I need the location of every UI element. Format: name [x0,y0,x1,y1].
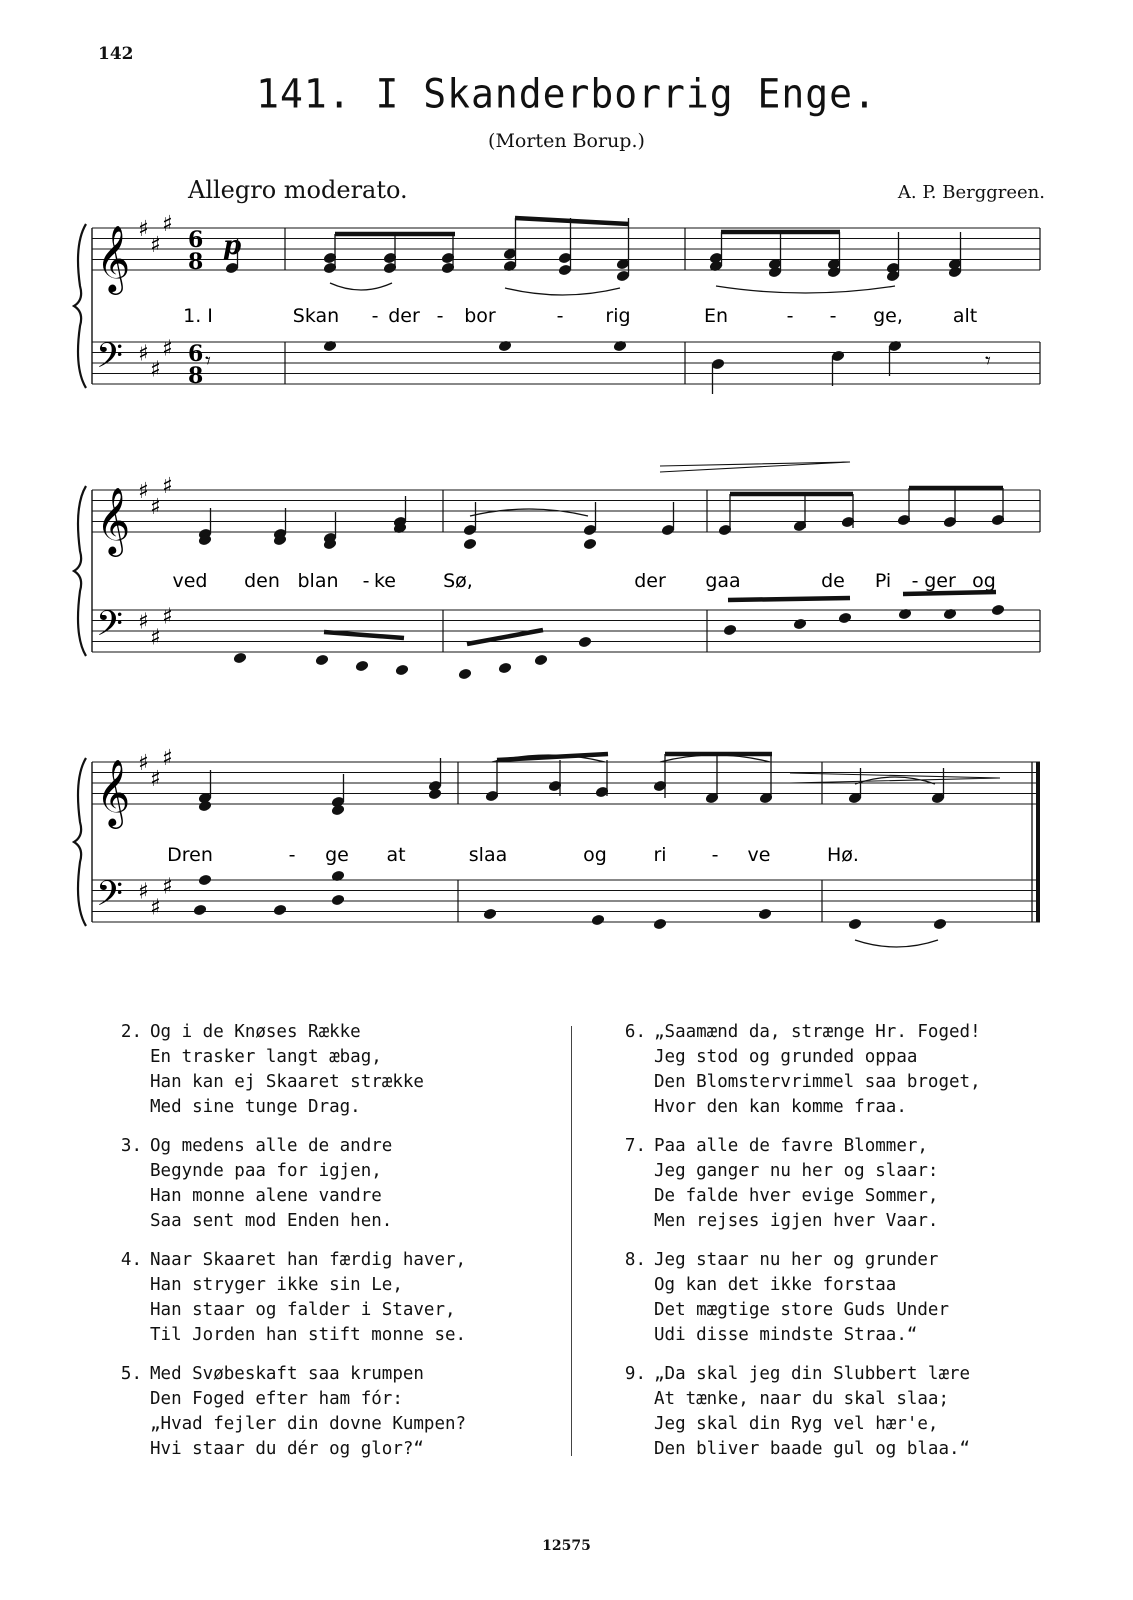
slur [855,940,938,947]
lyric-syllable: Sø, [443,570,473,592]
lyric-syllable: at [386,844,406,866]
note-head [355,660,370,673]
treble-clef: 𝄞 [96,224,131,292]
verse-line: Han staar og falder i Staver, [150,1300,456,1320]
verse-stanza [108,1248,466,1348]
verse-line: Og kan det ikke forstaa [654,1275,897,1295]
sharp-sign: ♯ [150,357,161,383]
lyric-syllable: slaa [468,844,508,866]
score-systems [74,212,1040,947]
verse-line: Han kan ej Skaaret strække [150,1072,424,1092]
note-head [198,874,213,887]
lyric-syllable: alt [952,305,978,327]
lyric-syllable: ve [747,844,771,866]
lyric-syllable: Skan [292,305,340,327]
lyric-syllable: ge, [873,305,903,327]
verse-stanza [612,1134,981,1234]
verse-line: Til Jorden han stift monne se. [150,1325,467,1345]
note-head [498,662,513,675]
lyric-syllable: ved [172,570,208,592]
verse-line: Saa sent mod Enden hen. [150,1211,393,1231]
slur [716,286,895,293]
lyric-syllable: den [244,570,280,592]
sharp-sign: ♯ [150,895,161,921]
verse-stanza [612,1020,981,1120]
verse-number: 8. [624,1250,646,1270]
verse-line: Han monne alene vandre [150,1186,382,1206]
page-number: 142 [98,44,134,64]
note-beam [515,218,629,224]
lyric-syllable: ge [325,844,349,866]
lyric-syllable: - [371,305,379,327]
sharp-sign: ♯ [138,751,149,776]
sharp-sign: ♯ [138,879,149,905]
verse-stanza [108,1362,466,1462]
slur [505,288,620,295]
bass-clef: 𝄢 [96,603,124,652]
lyric-syllable: ke [373,570,397,592]
note-head [933,918,948,931]
lyric-syllable: 1. I [183,305,213,327]
verse-number: 5. [120,1364,142,1384]
verse-line: Det mægtige store Guds Under [654,1300,950,1320]
rest: 𝄾 [985,349,991,374]
poet-credit: (Morten Borup.) [488,130,645,152]
sharp-sign: ♯ [150,494,161,520]
lyric-syllable: - [362,570,370,592]
lyric-syllable: og [583,844,607,866]
sharp-sign: ♯ [162,211,173,237]
lyric-syllable: - [556,305,564,327]
verse-line: Men rejses igjen hver Vaar. [654,1211,939,1231]
note-head [458,668,473,681]
sharp-sign: ♯ [162,745,173,771]
sharp-sign: ♯ [150,232,161,258]
lyric-syllable: der [388,305,420,327]
verse-line: Udi disse mindste Straa.“ [654,1325,918,1345]
verse-line: „Saamænd da, strænge Hr. Foged! [654,1022,981,1042]
sharp-sign: ♯ [162,473,173,499]
sharp-sign: ♯ [162,874,173,900]
verse-number: 2. [120,1022,142,1042]
lyric-syllable: - [786,305,794,327]
verse-line: Han stryger ikke sin Le, [150,1275,403,1295]
verse-line: Hvor den kan komme fraa. [654,1097,907,1117]
sharp-sign: ♯ [138,341,149,367]
slur [330,283,392,290]
note-head [428,788,443,801]
lyric-syllable: - [911,570,919,592]
verse-line: At tænke, naar du skal slaa; [654,1389,950,1409]
note-head [483,908,498,921]
note-head [273,904,288,917]
verse-line: Med sine tunge Drag. [150,1097,361,1117]
note-head [395,664,410,677]
verse-stanza [612,1248,981,1348]
note-beam [728,598,850,600]
verse-line: Med Svøbeskaft saa krumpen [150,1364,424,1384]
note-head [193,904,208,917]
verse-line: Jeg staar nu her og grunder [654,1250,939,1270]
dynamic-marking: p [223,231,242,261]
note-head [793,618,808,631]
note-head [578,636,593,649]
note-head [331,894,346,907]
plate-number: 12575 [542,1538,591,1554]
note-head [653,918,668,931]
verse-line: Jeg ganger nu her og slaar: [654,1161,939,1181]
verse-line: „Da skal jeg din Slubbert lære [654,1364,971,1384]
verse-line: Naar Skaaret han færdig haver, [150,1250,467,1270]
verse-stanza [612,1362,981,1462]
note-beam [903,592,996,594]
brace [74,486,86,656]
lyric-syllable: blan [297,570,339,592]
treble-clef: 𝄞 [96,486,131,554]
note-head [758,908,773,921]
verse-line: Paa alle de favre Blommer, [654,1136,928,1156]
sharp-sign: ♯ [150,766,161,792]
sharp-sign: ♯ [138,609,149,635]
lyric-syllable: Hø. [827,844,859,866]
bass-clef: 𝄢 [96,335,124,384]
verse-line: De falde hver evige Sommer, [654,1186,939,1206]
note-head [198,800,213,813]
lyric-syllable: - [436,305,444,327]
lyric-syllable: - [711,844,719,866]
note-head [723,624,738,637]
lyric-syllable: Dren [167,844,213,866]
verse-line: En trasker langt æbag, [150,1047,382,1067]
lyric-syllable: ri [653,844,667,866]
sharp-sign: ♯ [162,336,173,362]
verse-number: 6. [624,1022,646,1042]
lyric-syllable: rig [605,305,631,327]
column-divider [571,1026,572,1456]
note-beam [324,632,404,638]
time-signature-bottom: 8 [188,363,204,389]
verse-number: 3. [120,1136,142,1156]
verse-line: Og i de Knøses Række [150,1022,361,1042]
lyric-syllable: - [288,844,296,866]
verse-number: 7. [624,1136,646,1156]
verse-line: Og medens alle de andre [150,1136,393,1156]
rest: 𝄾 [205,349,211,374]
time-signature-top: 6 [188,341,204,367]
treble-clef: 𝄞 [96,758,131,826]
verse-line: Jeg stod og grunded oppaa [654,1047,918,1067]
brace [74,758,86,926]
time-signature-bottom: 8 [188,249,204,275]
verse-line: Jeg skal din Ryg vel hær'e, [654,1414,939,1434]
crescendo-hairpin [660,462,850,472]
slur [470,509,588,516]
lyric-syllable: En [703,305,729,327]
verse-number: 4. [120,1250,142,1270]
sharp-sign: ♯ [138,217,149,242]
composer-credit: A. P. Berggreen. [897,182,1045,203]
sharp-sign: ♯ [162,604,173,630]
note-head [838,612,853,625]
note-head [315,654,330,667]
note-head [463,538,478,551]
note-head [591,914,606,927]
brace [74,224,86,388]
tempo-marking: Allegro moderato. [188,176,408,204]
verses-left-column [108,1020,466,1476]
note-head [233,652,248,665]
song-title: 141. I Skanderborrig Enge. [256,70,877,118]
verse-line: Den bliver baade gul og blaa.“ [654,1439,971,1459]
note-head [534,654,549,667]
verse-number: 9. [624,1364,646,1384]
sharp-sign: ♯ [150,625,161,651]
note-head [331,804,346,817]
verse-line: Begynde paa for igjen, [150,1161,382,1181]
time-signature-top: 6 [188,227,204,253]
lyric-syllable: - [829,305,837,327]
verse-line: „Hvad fejler din dovne Kumpen? [150,1414,467,1434]
verses-right-column [612,1020,981,1476]
note-head [991,604,1006,617]
lyric-syllable: bor [464,305,496,327]
lyric-syllable: de [821,570,845,592]
lyric-syllable: ger [924,570,956,592]
note-head [583,538,598,551]
verse-stanza [108,1134,466,1234]
verse-stanza [108,1020,466,1120]
lyric-syllable: der [634,570,666,592]
bass-clef: 𝄢 [96,873,124,922]
lyric-syllable: gaa [705,570,741,592]
lyric-syllable: Pi [874,570,892,592]
verse-line: Den Foged efter ham fór: [150,1389,403,1409]
verse-line: Den Blomstervrimmel saa broget, [654,1072,981,1092]
sharp-sign: ♯ [138,479,149,504]
lyric-syllable: og [972,570,996,592]
note-head [848,918,863,931]
verse-line: Hvi staar du dér og glor?“ [150,1439,424,1459]
